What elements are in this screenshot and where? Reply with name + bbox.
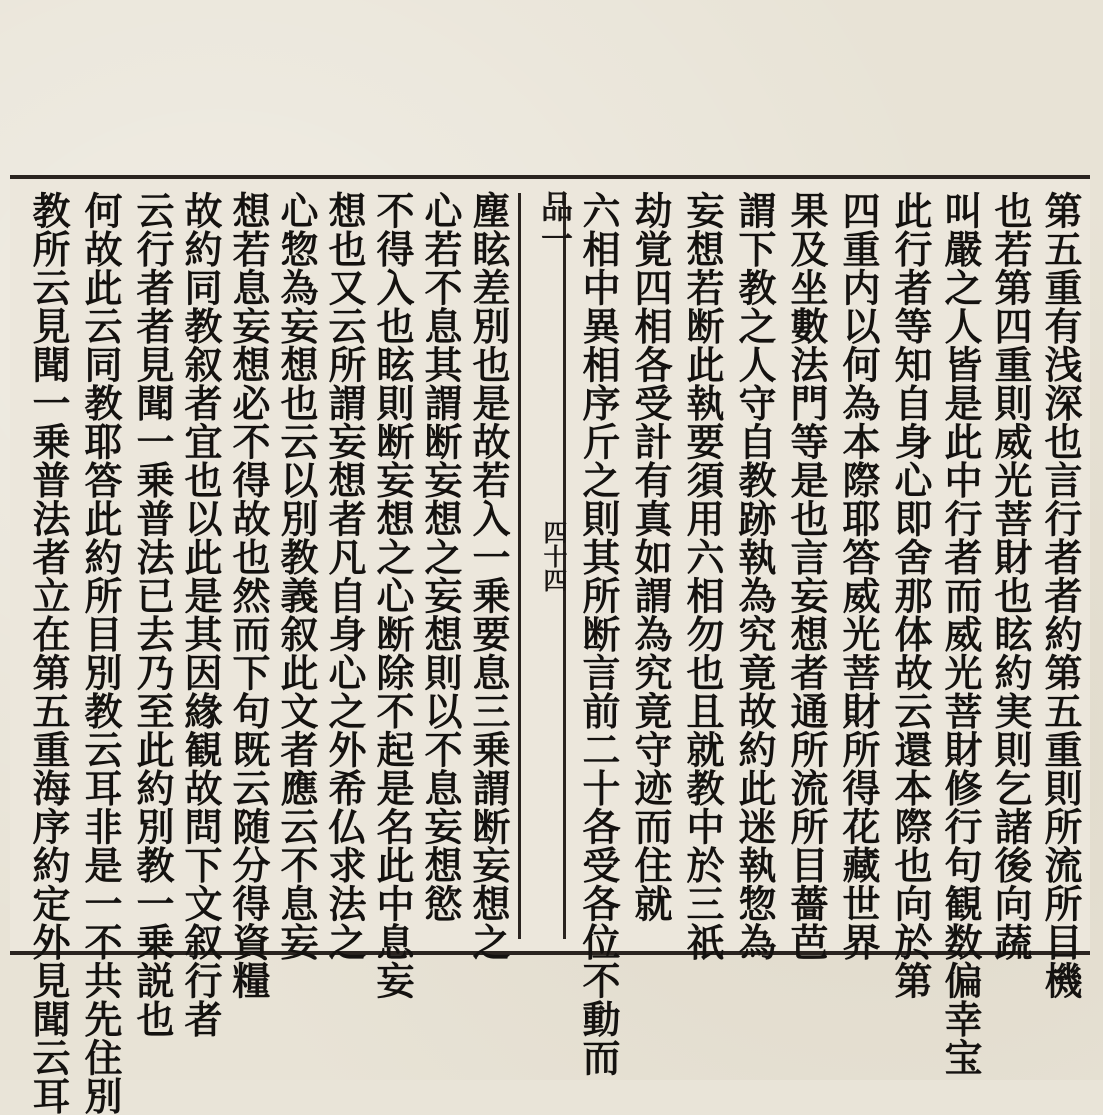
text-column: 塵眩差別也是故若入一乗要息三乗謂断妄想之 [466, 191, 511, 961]
text-column: 劫覚四相各受計有真如謂為究竟守迹而住就 [628, 191, 673, 923]
text-column: 第五重有浅深也言行者者約第五重則所流所目機 [1038, 191, 1083, 1000]
text-column: 不得入也眩則断妄想之心断除不起是名此中息妄 [370, 191, 415, 1000]
text-column: 心惣為妄想也云以別教義叙此文者應云不息妄 [274, 191, 319, 961]
text-column: 何故此云同教耶答此約所目別教云耳非是一不共先住別 [78, 191, 123, 1115]
text-column: 謂下教之人守自教跡執為究竟故約此迷執惣為 [732, 191, 777, 961]
text-column: 故約同教叙者宜也以此是其因緣観故問下文叙行者 [178, 191, 223, 1038]
text-column: 四重内以何為本際耶答威光菩財所得花藏世界 [836, 191, 881, 961]
text-column: 六相中異相序斤之則其所断言前二十各受各位不動而 [576, 191, 621, 1077]
text-column: 也若第四重則威光菩財也眩約実則乞諸後向蔬 [988, 191, 1033, 961]
text-column: 果及坐數法門等是也言妄想者通所流所目薔芭 [784, 191, 829, 961]
center-rule-left [518, 193, 521, 939]
text-column: 想也又云所謂妄想者凡自身心之外希仏求法之 [322, 191, 367, 961]
text-column: 此行者等知自身心即舍那体故云還本際也向於第 [888, 191, 933, 1000]
text-column: 云行者者見聞一乗普法已去乃至此約別教一乗説也 [130, 191, 175, 1038]
margin-heading: 品一 [536, 190, 574, 254]
text-column: 叫嚴之人皆是此中行者而威光菩財修行句観数偏幸宝 [938, 191, 983, 1077]
text-column: 想若息妄想必不得故也然而下句既云随分得資糧 [226, 191, 271, 1000]
text-column: 心若不息其謂断妄想之妄想則以不息妄想慾 [418, 191, 463, 923]
page-number: 四十四 [539, 520, 568, 592]
text-column: 教所云見聞一乗普法者立在第五重海序約定外見聞云耳 [26, 191, 71, 1115]
text-column: 妄想若断此執要須用六相勿也且就教中於三祇 [680, 191, 725, 961]
